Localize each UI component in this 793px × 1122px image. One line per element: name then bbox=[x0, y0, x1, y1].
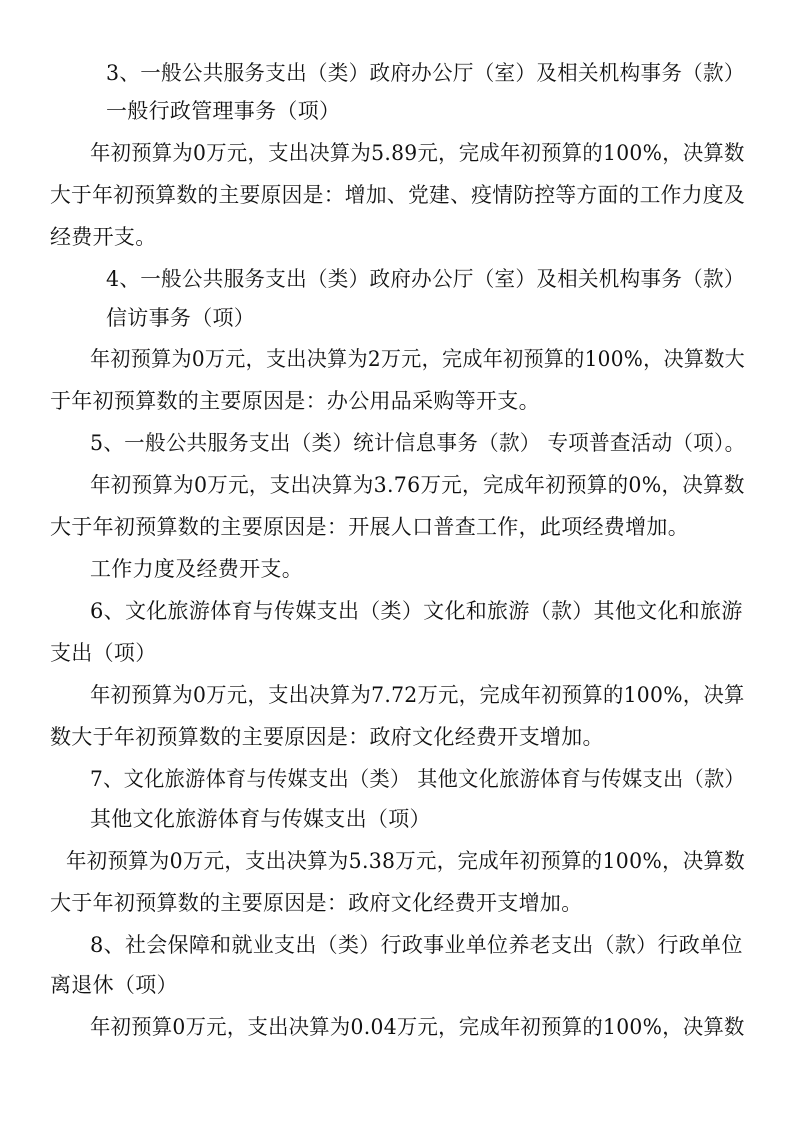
paragraph-line: 年初预算为0万元，支出决算为2万元，完成年初预算的100%，决算数大 bbox=[90, 347, 745, 371]
section-heading: 一般行政管理事务（项） bbox=[106, 99, 341, 123]
paragraph-line: 数大于年初预算数的主要原因是：政府文化经费开支增加。 bbox=[50, 725, 604, 749]
paragraph-line: 经费开支。 bbox=[50, 225, 157, 249]
paragraph-line: 年初预算为0万元，支出决算为5.38万元，完成年初预算的100%，决算数 bbox=[66, 849, 745, 873]
section-heading: 离退休（项） bbox=[50, 973, 178, 997]
paragraph-line: 年初预算为0万元，支出决算为7.72万元，完成年初预算的100%，决算 bbox=[90, 683, 745, 707]
paragraph-line: 工作力度及经费开支。 bbox=[90, 557, 303, 581]
section-heading: 3、一般公共服务支出（类）政府办公厅（室）及相关机构事务（款） bbox=[106, 61, 745, 85]
section-heading: 其他文化旅游体育与传媒支出（项） bbox=[90, 807, 431, 831]
paragraph-line: 于年初预算数的主要原因是：办公用品采购等开支。 bbox=[50, 389, 540, 413]
paragraph-line: 大于年初预算数的主要原因是：增加、党建、疫情防控等方面的工作力度及 bbox=[50, 183, 745, 207]
section-heading: 支出（项） bbox=[50, 641, 157, 665]
section-heading: 8、社会保障和就业支出（类）行政事业单位养老支出（款）行政单位 bbox=[90, 933, 743, 957]
paragraph-line: 大于年初预算数的主要原因是：政府文化经费开支增加。 bbox=[50, 891, 583, 915]
paragraph-line: 大于年初预算数的主要原因是：开展人口普查工作，此项经费增加。 bbox=[50, 515, 689, 539]
paragraph-line: 年初预算为0万元，支出决算为3.76万元，完成年初预算的0%，决算数 bbox=[90, 473, 745, 497]
section-heading: 5、一般公共服务支出（类）统计信息事务（款） 专项普查活动（项）。 bbox=[90, 431, 746, 455]
section-heading: 6、文化旅游体育与传媒支出（类）文化和旅游（款）其他文化和旅游 bbox=[90, 599, 743, 623]
section-heading: 7、文化旅游体育与传媒支出（类） 其他文化旅游体育与传媒支出（款） bbox=[90, 767, 745, 791]
section-heading: 4、一般公共服务支出（类）政府办公厅（室）及相关机构事务（款） bbox=[106, 267, 745, 291]
section-heading: 信访事务（项） bbox=[106, 306, 256, 330]
paragraph-line: 年初预算为0万元，支出决算为5.89元，完成年初预算的100%，决算数 bbox=[90, 141, 745, 165]
paragraph-line: 年初预算0万元，支出决算为0.04万元，完成年初预算的100%，决算数 bbox=[90, 1015, 745, 1039]
